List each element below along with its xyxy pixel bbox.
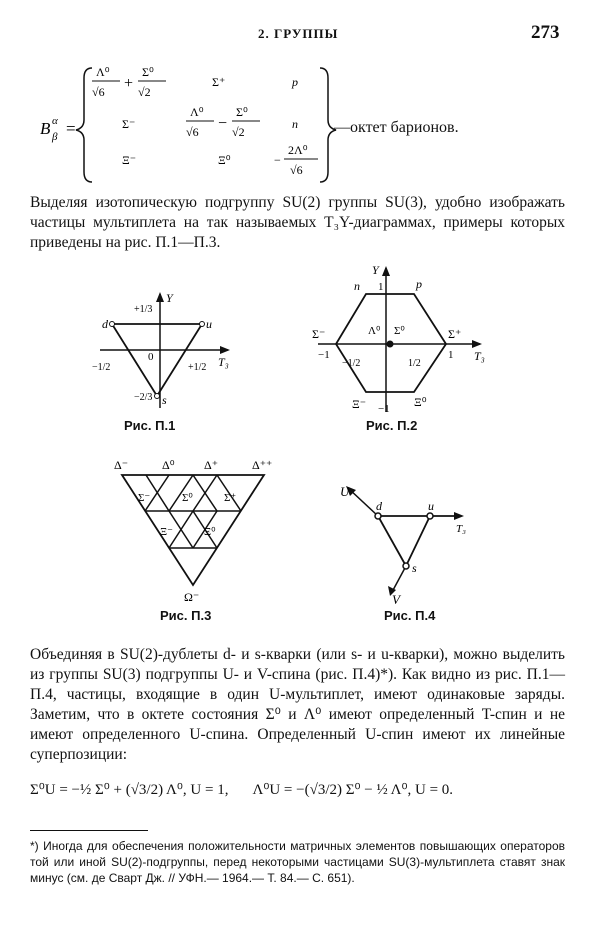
svg-text:n: n — [292, 117, 298, 131]
svg-text:p: p — [292, 75, 298, 89]
p2-sigma0: Σ⁰ — [394, 325, 405, 337]
svg-text:Ξ⁰: Ξ⁰ — [218, 153, 231, 167]
p1-d: d — [102, 317, 108, 331]
p2-sigma-plus: Σ⁺ — [448, 327, 462, 341]
p4-U: U — [340, 484, 350, 499]
svg-text:=: = — [66, 119, 76, 138]
baryon-octet-matrix — [30, 60, 570, 190]
p2-lambda0: Λ⁰ — [368, 325, 381, 337]
p1-s: s — [162, 393, 167, 407]
footnote-rule — [30, 830, 148, 831]
p1-zero: 0 — [148, 351, 154, 363]
svg-text:Σ⁺: Σ⁺ — [212, 75, 226, 89]
figure-p1 — [90, 288, 240, 418]
svg-text:Σ⁻: Σ⁻ — [122, 117, 136, 131]
p1-x-label: T₃ — [218, 355, 229, 369]
matrix-suffix: —октет барионов. — [334, 119, 459, 136]
svg-text:Λ⁰: Λ⁰ — [190, 105, 204, 119]
p1-u: u — [206, 317, 212, 331]
p2-p: p — [416, 277, 422, 291]
p2-xi-minus: Ξ⁻ — [352, 397, 367, 411]
p2-x-mid-left: −1/2 — [342, 358, 361, 369]
p2-x-label: T₃ — [474, 349, 485, 363]
formula-part-1: Σ⁰U = −½ Σ⁰ + (√3/2) Λ⁰, U = 1, — [30, 782, 229, 798]
svg-text:√2: √2 — [138, 85, 151, 99]
svg-text:2Λ⁰: 2Λ⁰ — [288, 143, 308, 157]
p1-y-label: Y — [166, 291, 173, 305]
matrix-lhs-sup: α — [52, 115, 58, 127]
p3-sigma-plus: Σ⁺ — [224, 492, 237, 504]
formula-part-2: Λ⁰U = −(√3/2) Σ⁰ − ½ Λ⁰, U = 0. — [252, 782, 454, 798]
p2-y-bottom: −1 — [378, 403, 390, 415]
svg-text:−: − — [274, 153, 281, 167]
p4-u: u — [428, 499, 434, 513]
p2-y-label: Y — [372, 263, 379, 277]
p3-xi-zero: Ξ⁰ — [204, 526, 216, 538]
p3-sigma-minus: Σ⁻ — [138, 492, 151, 504]
svg-text:−: − — [218, 115, 228, 132]
page-number: 273 — [531, 22, 560, 43]
svg-text:√2: √2 — [232, 125, 245, 139]
svg-text:Σ⁰: Σ⁰ — [142, 65, 154, 79]
svg-text:+: + — [124, 75, 134, 92]
p4-d: d — [376, 499, 382, 513]
p1-top: +1/3 — [134, 304, 153, 315]
p3-delta-plus: Δ⁺ — [204, 458, 219, 472]
p4-T: T₃ — [456, 523, 466, 535]
formula-line — [30, 780, 570, 799]
p3-sigma-zero: Σ⁰ — [182, 492, 193, 504]
p2-xi0: Ξ⁰ — [414, 395, 427, 409]
p3-omega: Ω⁻ — [184, 590, 200, 604]
p1-bottom: −2/3 — [134, 392, 153, 403]
figure-p4 — [330, 480, 480, 605]
svg-text:√6: √6 — [290, 163, 303, 177]
footnote: *) Иногда для обеспечения положительности матричных элементов повышающих операторов той или иной SU(2)-подгруппы, перед некоторыми частицами SU(3)-мультиплета ставят знак минус (см. де Сварт Дж. // УФН.— 1964.— Т. 84.— С. 651). — [30, 839, 565, 885]
p2-n: n — [354, 279, 360, 293]
paragraph-1: Выделяя изотопическую подгруппу SU(2) группы SU(3), удобно изображать частицы мультиплета на так называемых T₃Y-диаграммах, примеры которых приведены на рис. П.1—П.3. — [30, 194, 565, 251]
caption-p4: Рис. П.4 — [384, 608, 436, 623]
p1-right: +1/2 — [188, 362, 207, 373]
p2-x-right: 1 — [448, 349, 454, 361]
p4-s: s — [412, 561, 417, 575]
caption-p3: Рис. П.3 — [160, 608, 212, 623]
caption-p2: Рис. П.2 — [366, 418, 418, 433]
figure-p2 — [308, 262, 488, 422]
p4-V: V — [392, 592, 400, 605]
p3-xi-minus: Ξ⁻ — [160, 526, 173, 538]
svg-text:Λ⁰: Λ⁰ — [96, 65, 110, 79]
svg-text:√6: √6 — [92, 85, 105, 99]
p2-sigma-minus: Σ⁻ — [312, 327, 326, 341]
p3-delta-pp: Δ⁺⁺ — [252, 458, 273, 472]
p2-x-left: −1 — [318, 349, 330, 361]
svg-text:Ξ⁻: Ξ⁻ — [122, 153, 137, 167]
p3-delta-minus: Δ⁻ — [114, 458, 129, 472]
p3-delta-zero: Δ⁰ — [162, 458, 175, 472]
figure-p3 — [108, 455, 278, 605]
matrix-lhs: B — [40, 119, 51, 138]
matrix-lhs-sub: β — [52, 131, 58, 143]
running-title: 2. ГРУППЫ — [258, 26, 339, 41]
p2-x-mid-right: 1/2 — [408, 358, 421, 369]
caption-p1: Рис. П.1 — [124, 418, 176, 433]
paragraph-2: Объединяя в SU(2)-дублеты d- и s-кварки (или s- и u-кварки), можно выделить из группы SU(3) подгруппы U- и V-спина (рис. П.4)*). Как видно из рис. П.1—П.4, частицы, входящие в один U-мультиплет, имеют одинаковые заряды. Заметим, что в октете состояния Σ⁰ и Λ⁰ имеют определенный T-спин и не имеют определенного U-спина. Определенный U-спин имеют их линейные суперпозиции: — [30, 646, 565, 763]
p1-left: −1/2 — [92, 362, 111, 373]
p2-y-top: 1 — [378, 281, 384, 293]
svg-text:Σ⁰: Σ⁰ — [236, 105, 248, 119]
svg-text:√6: √6 — [186, 125, 199, 139]
